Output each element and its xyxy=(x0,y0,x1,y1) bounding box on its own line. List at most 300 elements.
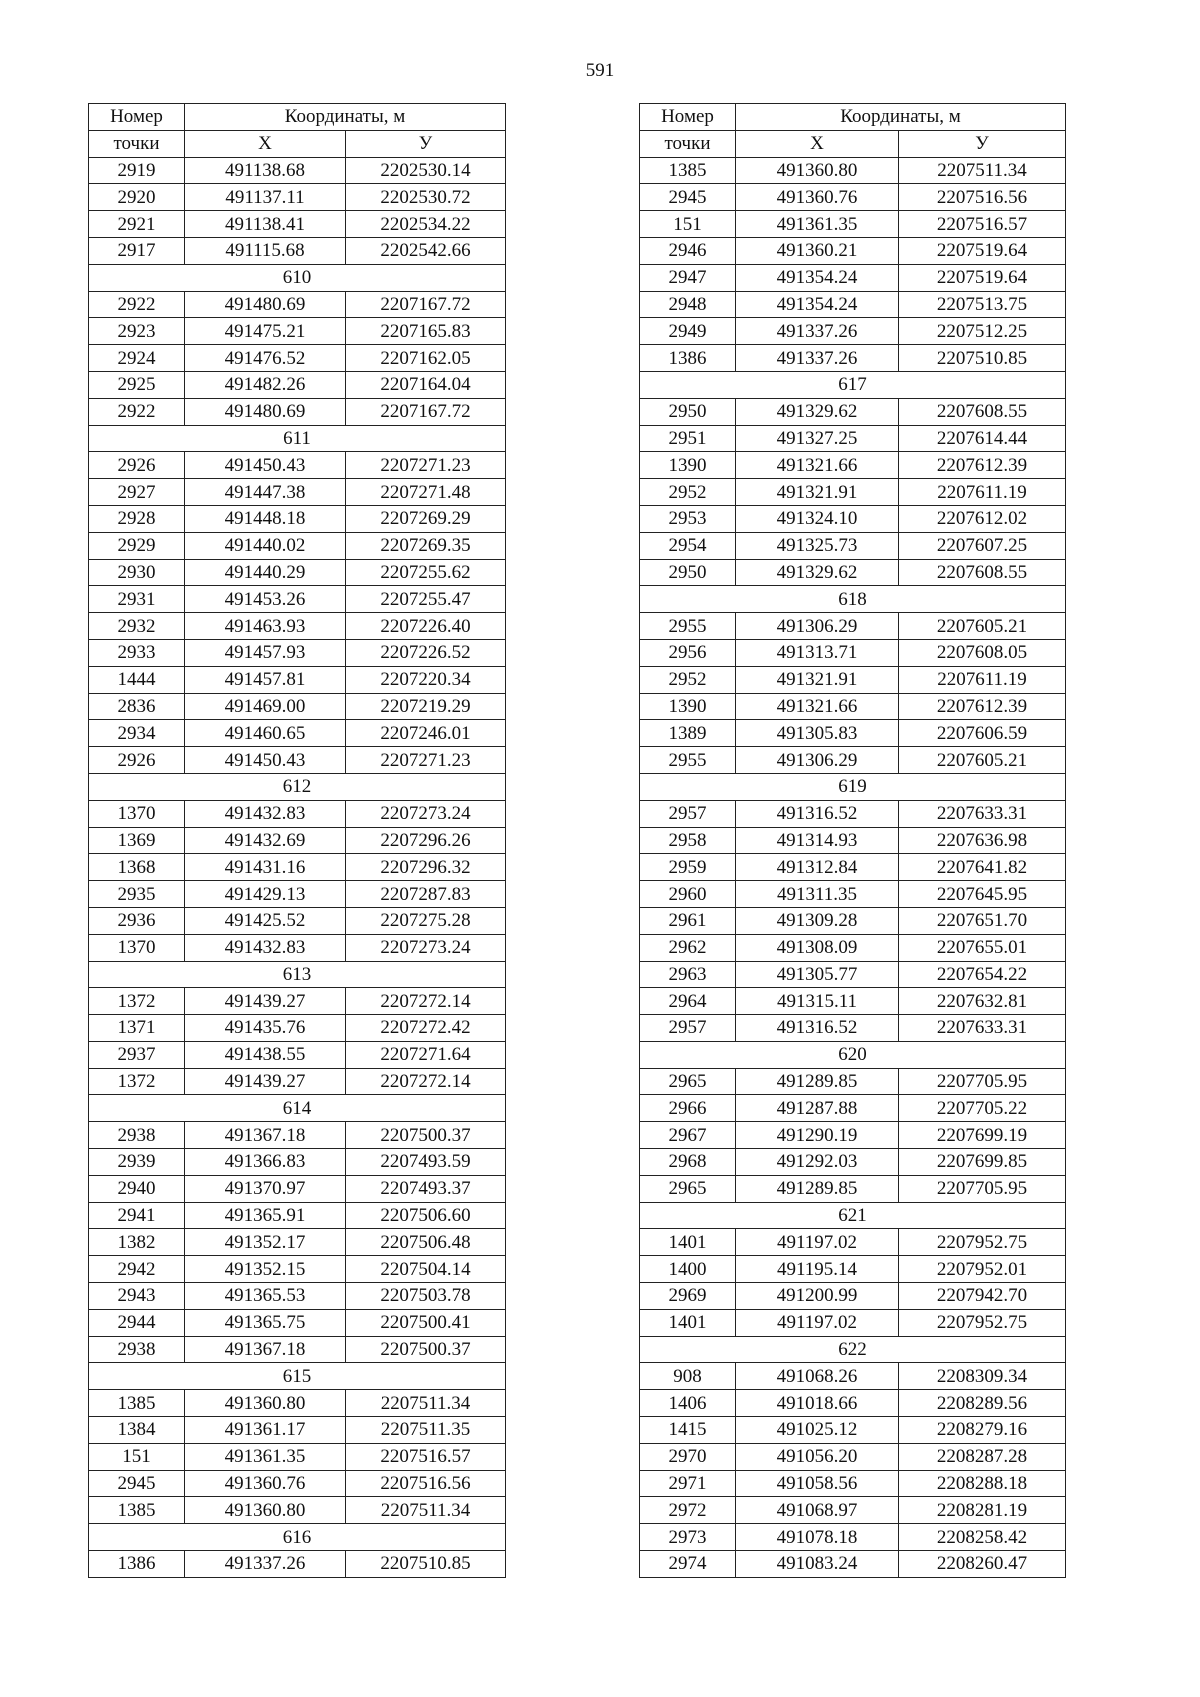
table-row xyxy=(640,827,1066,854)
x-coordinate: 491448.18 xyxy=(185,505,346,532)
x-coordinate: 491197.02 xyxy=(736,1229,899,1256)
table-row xyxy=(89,237,506,264)
x-coordinate: 491289.85 xyxy=(736,1068,899,1095)
x-coordinate: 491360.80 xyxy=(736,157,899,184)
point-number: 1390 xyxy=(640,452,736,479)
y-coordinate: 2207511.34 xyxy=(346,1390,506,1417)
point-number: 1371 xyxy=(89,1015,185,1042)
section-number: 610 xyxy=(89,264,506,291)
y-coordinate: 2207654.22 xyxy=(899,961,1066,988)
table-row xyxy=(640,479,1066,506)
x-coordinate: 491321.91 xyxy=(736,666,899,693)
header-row-top xyxy=(89,104,506,131)
section-row xyxy=(89,264,506,291)
table-row xyxy=(89,184,506,211)
point-number: 1386 xyxy=(89,1551,185,1578)
table-row xyxy=(640,1390,1066,1417)
table-row xyxy=(89,532,506,559)
point-number: 1368 xyxy=(89,854,185,881)
x-coordinate: 491311.35 xyxy=(736,881,899,908)
section-number: 621 xyxy=(640,1202,1066,1229)
y-coordinate: 2207705.95 xyxy=(899,1175,1066,1202)
x-coordinate: 491068.97 xyxy=(736,1497,899,1524)
y-coordinate: 2207655.01 xyxy=(899,934,1066,961)
point-number: 1389 xyxy=(640,720,736,747)
y-coordinate: 2207273.24 xyxy=(346,934,506,961)
section-row xyxy=(640,1041,1066,1068)
point-number: 2942 xyxy=(89,1256,185,1283)
table-row xyxy=(640,452,1066,479)
table-row xyxy=(640,345,1066,372)
section-number: 614 xyxy=(89,1095,506,1122)
x-coordinate: 491025.12 xyxy=(736,1417,899,1444)
y-coordinate: 2207493.37 xyxy=(346,1175,506,1202)
y-coordinate: 2207614.44 xyxy=(899,425,1066,452)
section-row xyxy=(640,371,1066,398)
y-coordinate: 2207607.25 xyxy=(899,532,1066,559)
point-number: 2943 xyxy=(89,1283,185,1310)
table-row xyxy=(640,1417,1066,1444)
x-coordinate: 491365.91 xyxy=(185,1202,346,1229)
point-number: 1372 xyxy=(89,988,185,1015)
section-number: 620 xyxy=(640,1041,1066,1068)
table-row xyxy=(89,1470,506,1497)
table-row xyxy=(89,318,506,345)
header-coordinates: Координаты, м xyxy=(185,104,506,131)
y-coordinate: 2207516.56 xyxy=(346,1470,506,1497)
point-number: 2960 xyxy=(640,881,736,908)
table-row xyxy=(640,1149,1066,1176)
point-number: 2945 xyxy=(89,1470,185,1497)
point-number: 2956 xyxy=(640,639,736,666)
point-number: 2970 xyxy=(640,1443,736,1470)
section-number: 613 xyxy=(89,961,506,988)
point-number: 2967 xyxy=(640,1122,736,1149)
header-y: У xyxy=(899,130,1066,157)
y-coordinate: 2207226.40 xyxy=(346,613,506,640)
x-coordinate: 491058.56 xyxy=(736,1470,899,1497)
table-row xyxy=(89,1122,506,1149)
table-row xyxy=(640,532,1066,559)
x-coordinate: 491457.93 xyxy=(185,639,346,666)
x-coordinate: 491289.85 xyxy=(736,1175,899,1202)
table-row xyxy=(89,800,506,827)
y-coordinate: 2207611.19 xyxy=(899,479,1066,506)
point-number: 2946 xyxy=(640,237,736,264)
point-number: 2966 xyxy=(640,1095,736,1122)
table-row xyxy=(640,1283,1066,1310)
table-row xyxy=(640,613,1066,640)
table-row xyxy=(640,1443,1066,1470)
table-row xyxy=(89,854,506,881)
point-number: 2961 xyxy=(640,907,736,934)
section-number: 616 xyxy=(89,1524,506,1551)
y-coordinate: 2207608.05 xyxy=(899,639,1066,666)
point-number: 1370 xyxy=(89,800,185,827)
x-coordinate: 491195.14 xyxy=(736,1256,899,1283)
x-coordinate: 491325.73 xyxy=(736,532,899,559)
table-row xyxy=(640,1470,1066,1497)
section-row xyxy=(89,1524,506,1551)
point-number: 2965 xyxy=(640,1068,736,1095)
point-number: 2924 xyxy=(89,345,185,372)
table-row xyxy=(89,827,506,854)
y-coordinate: 2207512.25 xyxy=(899,318,1066,345)
table-row xyxy=(89,907,506,934)
table-row xyxy=(89,1443,506,1470)
point-number: 2948 xyxy=(640,291,736,318)
point-number: 2936 xyxy=(89,907,185,934)
y-coordinate: 2208279.16 xyxy=(899,1417,1066,1444)
point-number: 2922 xyxy=(89,291,185,318)
point-number: 1385 xyxy=(640,157,736,184)
point-number: 2963 xyxy=(640,961,736,988)
table-row xyxy=(640,907,1066,934)
y-coordinate: 2207255.62 xyxy=(346,559,506,586)
x-coordinate: 491115.68 xyxy=(185,237,346,264)
header-row-bottom xyxy=(89,130,506,157)
y-coordinate: 2207513.75 xyxy=(899,291,1066,318)
point-number: 2930 xyxy=(89,559,185,586)
table-row xyxy=(640,1229,1066,1256)
x-coordinate: 491365.53 xyxy=(185,1283,346,1310)
table-row xyxy=(89,1149,506,1176)
y-coordinate: 2207271.23 xyxy=(346,452,506,479)
table-row xyxy=(640,854,1066,881)
table-row xyxy=(640,1175,1066,1202)
y-coordinate: 2207165.83 xyxy=(346,318,506,345)
y-coordinate: 2207503.78 xyxy=(346,1283,506,1310)
table-row xyxy=(89,1068,506,1095)
y-coordinate: 2207606.59 xyxy=(899,720,1066,747)
table-row xyxy=(640,1122,1066,1149)
x-coordinate: 491361.35 xyxy=(185,1443,346,1470)
x-coordinate: 491425.52 xyxy=(185,907,346,934)
x-coordinate: 491313.71 xyxy=(736,639,899,666)
point-number: 2957 xyxy=(640,800,736,827)
x-coordinate: 491321.91 xyxy=(736,479,899,506)
x-coordinate: 491450.43 xyxy=(185,452,346,479)
point-number: 2929 xyxy=(89,532,185,559)
point-number: 2927 xyxy=(89,479,185,506)
table-row xyxy=(89,747,506,774)
x-coordinate: 491337.26 xyxy=(185,1551,346,1578)
point-number: 1369 xyxy=(89,827,185,854)
x-coordinate: 491308.09 xyxy=(736,934,899,961)
x-coordinate: 491314.93 xyxy=(736,827,899,854)
point-number: 1385 xyxy=(89,1390,185,1417)
table-row xyxy=(89,881,506,908)
table-row xyxy=(89,1309,506,1336)
y-coordinate: 2207506.60 xyxy=(346,1202,506,1229)
point-number: 2957 xyxy=(640,1015,736,1042)
section-row xyxy=(89,773,506,800)
y-coordinate: 2207506.48 xyxy=(346,1229,506,1256)
x-coordinate: 491292.03 xyxy=(736,1149,899,1176)
table-row xyxy=(640,1015,1066,1042)
x-coordinate: 491354.24 xyxy=(736,291,899,318)
point-number: 2926 xyxy=(89,452,185,479)
y-coordinate: 2207612.39 xyxy=(899,693,1066,720)
header-row-bottom xyxy=(640,130,1066,157)
point-number: 1390 xyxy=(640,693,736,720)
x-coordinate: 491352.15 xyxy=(185,1256,346,1283)
point-number: 2928 xyxy=(89,505,185,532)
y-coordinate: 2207510.85 xyxy=(346,1551,506,1578)
x-coordinate: 491138.68 xyxy=(185,157,346,184)
header-point-number-2: точки xyxy=(89,130,185,157)
point-number: 1382 xyxy=(89,1229,185,1256)
x-coordinate: 491306.29 xyxy=(736,747,899,774)
x-coordinate: 491360.80 xyxy=(185,1497,346,1524)
table-row xyxy=(640,184,1066,211)
y-coordinate: 2207608.55 xyxy=(899,398,1066,425)
table-row xyxy=(640,291,1066,318)
x-coordinate: 491365.75 xyxy=(185,1309,346,1336)
y-coordinate: 2208258.42 xyxy=(899,1524,1066,1551)
y-coordinate: 2207705.95 xyxy=(899,1068,1066,1095)
section-number: 615 xyxy=(89,1363,506,1390)
y-coordinate: 2202530.72 xyxy=(346,184,506,211)
x-coordinate: 491056.20 xyxy=(736,1443,899,1470)
header-y: У xyxy=(346,130,506,157)
y-coordinate: 2208309.34 xyxy=(899,1363,1066,1390)
x-coordinate: 491431.16 xyxy=(185,854,346,881)
point-number: 2940 xyxy=(89,1175,185,1202)
x-coordinate: 491361.35 xyxy=(736,211,899,238)
x-coordinate: 491200.99 xyxy=(736,1283,899,1310)
x-coordinate: 491290.19 xyxy=(736,1122,899,1149)
y-coordinate: 2202542.66 xyxy=(346,237,506,264)
y-coordinate: 2207271.48 xyxy=(346,479,506,506)
point-number: 2836 xyxy=(89,693,185,720)
x-coordinate: 491018.66 xyxy=(736,1390,899,1417)
y-coordinate: 2207296.26 xyxy=(346,827,506,854)
section-row xyxy=(89,425,506,452)
x-coordinate: 491440.29 xyxy=(185,559,346,586)
x-coordinate: 491306.29 xyxy=(736,613,899,640)
point-number: 2947 xyxy=(640,264,736,291)
table-row xyxy=(89,1175,506,1202)
y-coordinate: 2207287.83 xyxy=(346,881,506,908)
table-row xyxy=(640,800,1066,827)
header-point-number: Номер xyxy=(640,104,736,131)
x-coordinate: 491367.18 xyxy=(185,1336,346,1363)
y-coordinate: 2207605.21 xyxy=(899,613,1066,640)
y-coordinate: 2208260.47 xyxy=(899,1551,1066,1578)
header-x: Х xyxy=(185,130,346,157)
page-number: 591 xyxy=(585,60,615,81)
y-coordinate: 2207651.70 xyxy=(899,907,1066,934)
table-row xyxy=(640,318,1066,345)
point-number: 2938 xyxy=(89,1122,185,1149)
y-coordinate: 2207271.64 xyxy=(346,1041,506,1068)
point-number: 2968 xyxy=(640,1149,736,1176)
y-coordinate: 2207500.37 xyxy=(346,1336,506,1363)
y-coordinate: 2207272.14 xyxy=(346,1068,506,1095)
x-coordinate: 491447.38 xyxy=(185,479,346,506)
x-coordinate: 491324.10 xyxy=(736,505,899,532)
table-row xyxy=(89,720,506,747)
y-coordinate: 2207493.59 xyxy=(346,1149,506,1176)
point-number: 2952 xyxy=(640,666,736,693)
x-coordinate: 491360.21 xyxy=(736,237,899,264)
table-row xyxy=(640,934,1066,961)
x-coordinate: 491361.17 xyxy=(185,1417,346,1444)
point-number: 2971 xyxy=(640,1470,736,1497)
section-row xyxy=(640,586,1066,613)
table-row xyxy=(89,693,506,720)
y-coordinate: 2207167.72 xyxy=(346,398,506,425)
table-row xyxy=(640,157,1066,184)
point-number: 2938 xyxy=(89,1336,185,1363)
x-coordinate: 491316.52 xyxy=(736,1015,899,1042)
y-coordinate: 2207612.39 xyxy=(899,452,1066,479)
table-row xyxy=(640,720,1066,747)
y-coordinate: 2207511.34 xyxy=(346,1497,506,1524)
x-coordinate: 491305.83 xyxy=(736,720,899,747)
y-coordinate: 2207164.04 xyxy=(346,371,506,398)
table-row xyxy=(89,1202,506,1229)
y-coordinate: 2207226.52 xyxy=(346,639,506,666)
table-row xyxy=(89,452,506,479)
y-coordinate: 2207255.47 xyxy=(346,586,506,613)
table-row xyxy=(89,1015,506,1042)
y-coordinate: 2207632.81 xyxy=(899,988,1066,1015)
point-number: 1385 xyxy=(89,1497,185,1524)
y-coordinate: 2207699.19 xyxy=(899,1122,1066,1149)
y-coordinate: 2207699.85 xyxy=(899,1149,1066,1176)
y-coordinate: 2207608.55 xyxy=(899,559,1066,586)
x-coordinate: 491352.17 xyxy=(185,1229,346,1256)
x-coordinate: 491482.26 xyxy=(185,371,346,398)
table-row xyxy=(640,1524,1066,1551)
coordinates-table-left xyxy=(88,103,506,1578)
x-coordinate: 491197.02 xyxy=(736,1309,899,1336)
section-row xyxy=(89,1095,506,1122)
table-row xyxy=(89,1041,506,1068)
x-coordinate: 491475.21 xyxy=(185,318,346,345)
section-row xyxy=(89,1363,506,1390)
point-number: 2949 xyxy=(640,318,736,345)
table-row xyxy=(89,639,506,666)
x-coordinate: 491321.66 xyxy=(736,452,899,479)
point-number: 1370 xyxy=(89,934,185,961)
y-coordinate: 2207504.14 xyxy=(346,1256,506,1283)
table-row xyxy=(89,934,506,961)
y-coordinate: 2207633.31 xyxy=(899,1015,1066,1042)
point-number: 2964 xyxy=(640,988,736,1015)
point-number: 1401 xyxy=(640,1309,736,1336)
x-coordinate: 491370.97 xyxy=(185,1175,346,1202)
x-coordinate: 491137.11 xyxy=(185,184,346,211)
table-row xyxy=(640,1363,1066,1390)
table-row xyxy=(640,1095,1066,1122)
table-row xyxy=(640,237,1066,264)
point-number: 2921 xyxy=(89,211,185,238)
table-row xyxy=(89,157,506,184)
header-coordinates: Координаты, м xyxy=(736,104,1066,131)
x-coordinate: 491453.26 xyxy=(185,586,346,613)
x-coordinate: 491429.13 xyxy=(185,881,346,908)
point-number: 2959 xyxy=(640,854,736,881)
table-row xyxy=(640,666,1066,693)
x-coordinate: 491327.25 xyxy=(736,425,899,452)
point-number: 2955 xyxy=(640,747,736,774)
table-row xyxy=(640,639,1066,666)
table-row xyxy=(89,1256,506,1283)
table-row xyxy=(640,559,1066,586)
x-coordinate: 491316.52 xyxy=(736,800,899,827)
y-coordinate: 2207516.57 xyxy=(899,211,1066,238)
x-coordinate: 491287.88 xyxy=(736,1095,899,1122)
x-coordinate: 491469.00 xyxy=(185,693,346,720)
point-number: 1401 xyxy=(640,1229,736,1256)
y-coordinate: 2207516.57 xyxy=(346,1443,506,1470)
section-number: 619 xyxy=(640,773,1066,800)
table-row xyxy=(640,1551,1066,1578)
x-coordinate: 491463.93 xyxy=(185,613,346,640)
x-coordinate: 491450.43 xyxy=(185,747,346,774)
point-number: 2973 xyxy=(640,1524,736,1551)
y-coordinate: 2207500.41 xyxy=(346,1309,506,1336)
point-number: 1372 xyxy=(89,1068,185,1095)
table-row xyxy=(89,666,506,693)
point-number: 1444 xyxy=(89,666,185,693)
x-coordinate: 491337.26 xyxy=(736,318,899,345)
y-coordinate: 2207272.14 xyxy=(346,988,506,1015)
point-number: 151 xyxy=(89,1443,185,1470)
point-number: 1384 xyxy=(89,1417,185,1444)
section-number: 618 xyxy=(640,586,1066,613)
y-coordinate: 2207636.98 xyxy=(899,827,1066,854)
y-coordinate: 2207273.24 xyxy=(346,800,506,827)
point-number: 2955 xyxy=(640,613,736,640)
y-coordinate: 2207511.34 xyxy=(899,157,1066,184)
x-coordinate: 491083.24 xyxy=(736,1551,899,1578)
point-number: 2934 xyxy=(89,720,185,747)
y-coordinate: 2207272.42 xyxy=(346,1015,506,1042)
x-coordinate: 491305.77 xyxy=(736,961,899,988)
table-row xyxy=(89,479,506,506)
x-coordinate: 491068.26 xyxy=(736,1363,899,1390)
y-coordinate: 2207516.56 xyxy=(899,184,1066,211)
x-coordinate: 491432.83 xyxy=(185,800,346,827)
x-coordinate: 491321.66 xyxy=(736,693,899,720)
section-number: 611 xyxy=(89,425,506,452)
y-coordinate: 2207633.31 xyxy=(899,800,1066,827)
y-coordinate: 2207605.21 xyxy=(899,747,1066,774)
point-number: 2962 xyxy=(640,934,736,961)
x-coordinate: 491360.76 xyxy=(185,1470,346,1497)
table-row xyxy=(640,398,1066,425)
header-point-number: Номер xyxy=(89,104,185,131)
x-coordinate: 491078.18 xyxy=(736,1524,899,1551)
x-coordinate: 491354.24 xyxy=(736,264,899,291)
table-row xyxy=(640,1309,1066,1336)
point-number: 2965 xyxy=(640,1175,736,1202)
point-number: 2972 xyxy=(640,1497,736,1524)
table-row xyxy=(89,371,506,398)
table-row xyxy=(89,988,506,1015)
table-row xyxy=(89,1417,506,1444)
header-point-number-2: точки xyxy=(640,130,736,157)
point-number: 2917 xyxy=(89,237,185,264)
table-row xyxy=(89,559,506,586)
x-coordinate: 491438.55 xyxy=(185,1041,346,1068)
point-number: 1400 xyxy=(640,1256,736,1283)
section-row xyxy=(640,773,1066,800)
